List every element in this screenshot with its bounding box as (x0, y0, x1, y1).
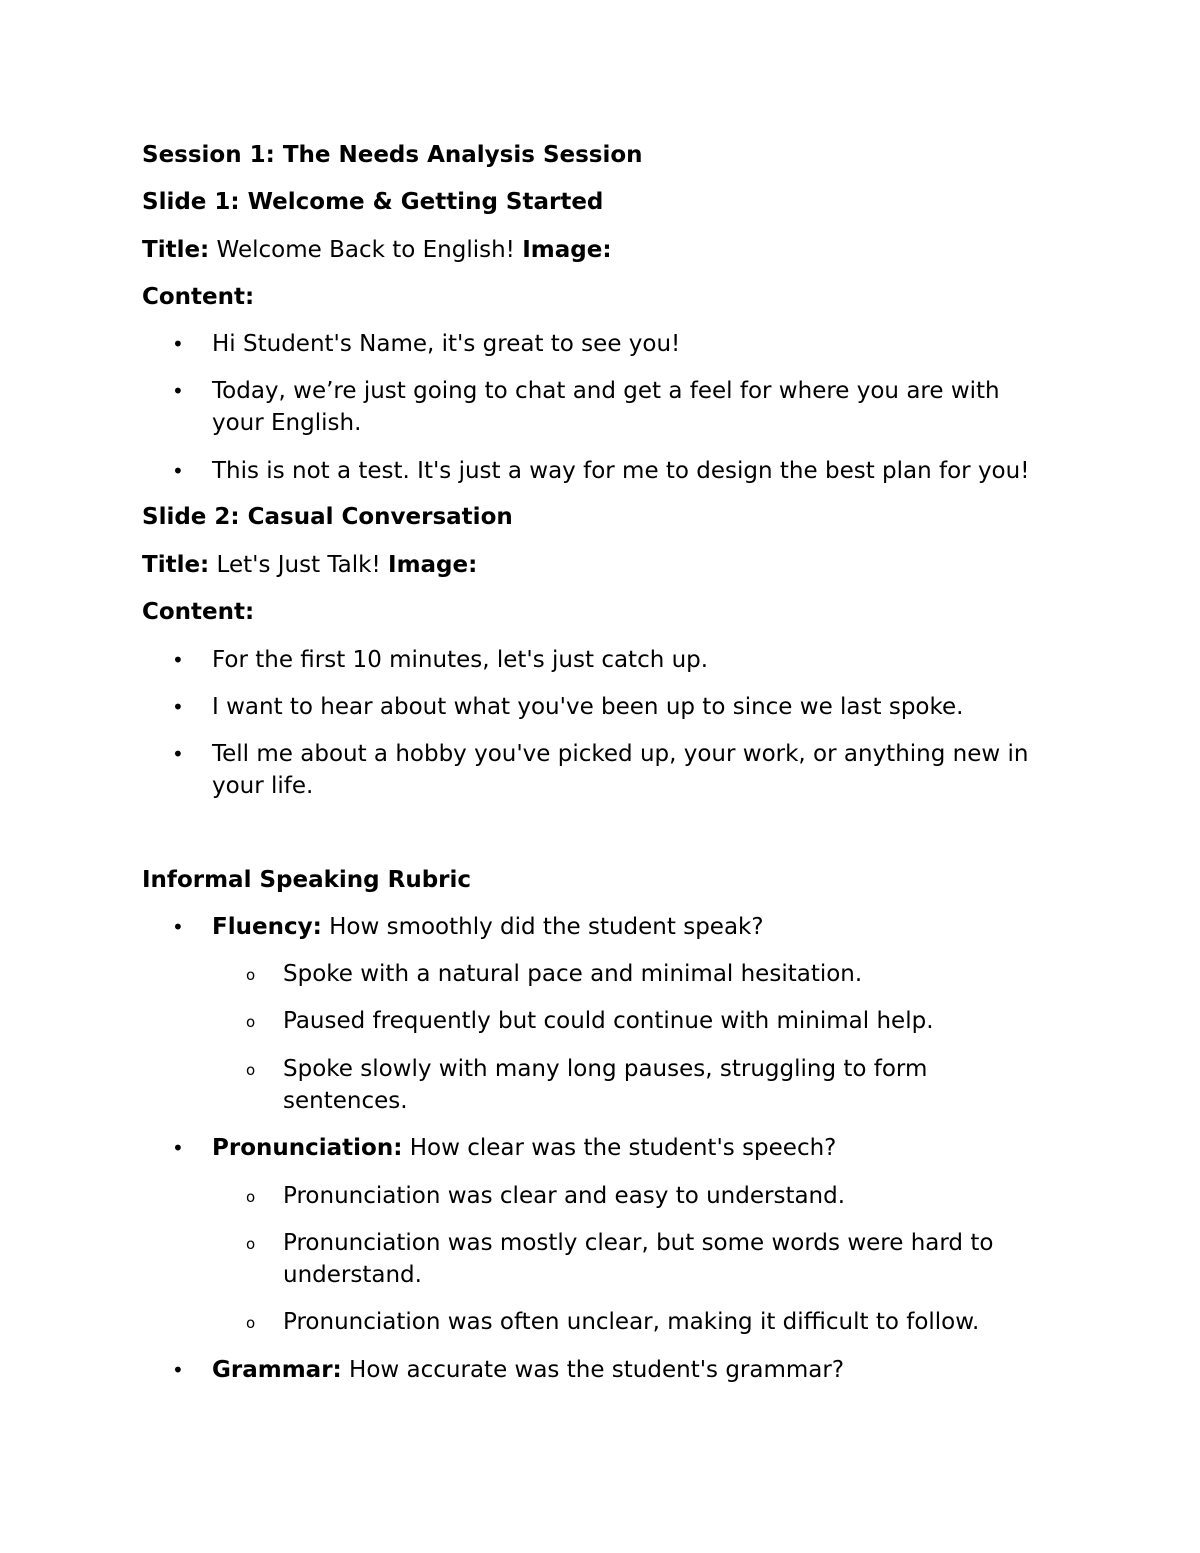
bullet-text: This is not a test. It's just a way for me to design the best plan for you! (212, 458, 1030, 484)
sub-item-text: Paused frequently but could continue with minimal help. (283, 1008, 934, 1034)
sub-item-text: Pronunciation was clear and easy to understand. (283, 1183, 846, 1209)
circle-bullet-icon: o (246, 966, 256, 984)
slide2-heading: Slide 2: Casual Conversation (142, 504, 513, 530)
circle-bullet-icon: o (246, 1013, 256, 1031)
slide2-title-line (142, 549, 1082, 581)
session-title: Session 1: The Needs Analysis Session (142, 142, 643, 168)
circle-bullet-icon: o (246, 1314, 256, 1332)
bullet-icon: • (172, 332, 184, 356)
rubric-label: Pronunciation: (212, 1135, 403, 1161)
image-label: Image: (522, 237, 612, 263)
circle-bullet-icon: o (246, 1188, 256, 1206)
bullet-icon: • (172, 695, 184, 719)
bullet-icon: • (172, 648, 184, 672)
bullet-text: For the first 10 minutes, let's just catch up. (212, 647, 709, 673)
bullet-icon: • (172, 1358, 184, 1382)
rubric-label: Grammar: (212, 1357, 342, 1383)
bullet-icon: • (172, 915, 184, 939)
sub-item-text: Pronunciation was often unclear, making it difficult to follow. (283, 1309, 980, 1335)
bullet-icon: • (172, 1136, 184, 1160)
bullet-text: Tell me about a hobby you've picked up, your work, or anything new in your life. (212, 741, 1029, 799)
rubric-question (212, 1132, 1072, 1164)
title-value: Welcome Back to English! (209, 237, 523, 263)
bullet-text: I want to hear about what you've been up to since we last spoke. (212, 694, 964, 720)
bullet-icon: • (172, 379, 184, 403)
rubric-question-text: How clear was the student's speech? (402, 1135, 837, 1161)
rubric-question-text: How accurate was the student's grammar? (341, 1357, 845, 1383)
slide1-content-label: Content: (142, 284, 255, 310)
slide1-title-line (142, 234, 1082, 266)
bullet-icon: • (172, 459, 184, 483)
rubric-heading: Informal Speaking Rubric (142, 867, 472, 893)
title-label: Title: (142, 237, 210, 263)
bullet-text: Today, we’re just going to chat and get a feel for where you are with your English. (212, 378, 1000, 436)
image-label: Image: (388, 552, 478, 578)
rubric-question (212, 911, 1072, 943)
sub-item-text: Spoke slowly with many long pauses, struggling to form sentences. (283, 1056, 928, 1114)
bullet-text: Hi Student's Name, it's great to see you! (212, 331, 681, 357)
sub-item-text: Spoke with a natural pace and minimal hesitation. (283, 961, 863, 987)
title-value: Let's Just Talk! (209, 552, 389, 578)
circle-bullet-icon: o (246, 1235, 256, 1253)
rubric-question-text: How smoothly did the student speak? (321, 914, 764, 940)
slide1-heading: Slide 1: Welcome & Getting Started (142, 189, 604, 215)
circle-bullet-icon: o (246, 1061, 256, 1079)
title-label: Title: (142, 552, 210, 578)
bullet-icon: • (172, 742, 184, 766)
rubric-label: Fluency: (212, 914, 322, 940)
slide2-content-label: Content: (142, 599, 255, 625)
sub-item-text: Pronunciation was mostly clear, but some words were hard to understand. (283, 1230, 994, 1288)
rubric-question (212, 1354, 1072, 1386)
